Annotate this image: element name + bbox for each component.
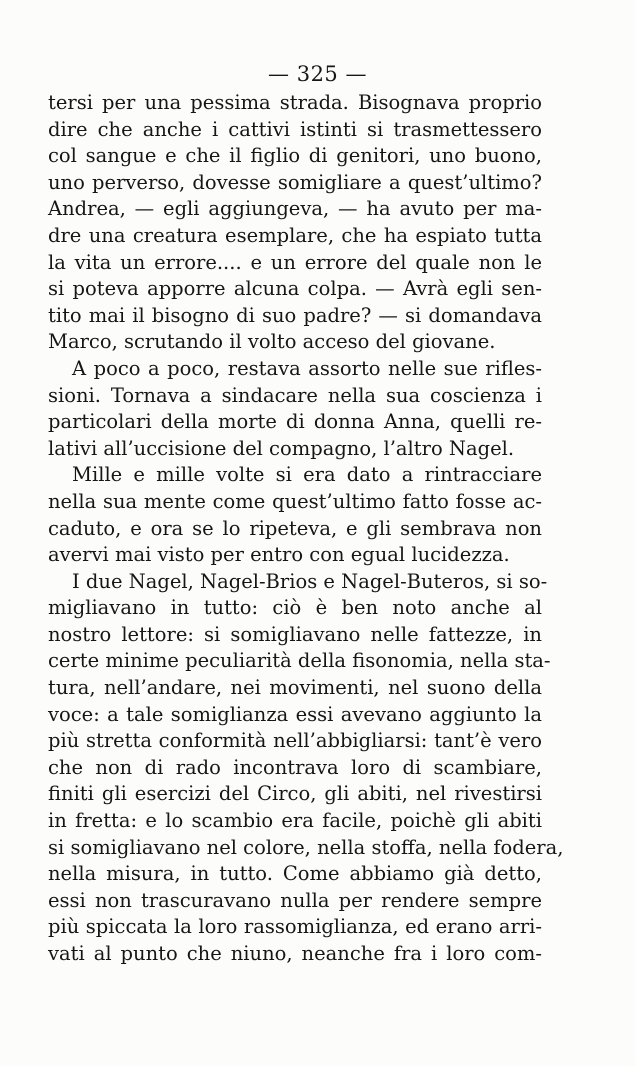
text-line: caduto, e ora se lo ripeteva, e gli sembrava non	[48, 516, 542, 540]
text-line: A poco a poco, restava assorto nelle sue rifles-	[72, 356, 542, 380]
text-line: Marco, scrutando il volto acceso del giovane.	[48, 330, 496, 354]
text-line: migliavano in tutto: ciò è ben noto anche al	[48, 596, 542, 620]
text-line: particolari della morte di donna Anna, quelli re-	[48, 410, 542, 434]
text-line: più spiccata la loro rassomiglianza, ed erano arri-	[48, 915, 542, 939]
text-line: tura, nell’andare, nei movimenti, nel suono della	[48, 676, 542, 700]
text-line: nella misura, in tutto. Come abbiamo già detto,	[48, 862, 542, 886]
text-line: sioni. Tornava a sindacare nella sua coscienza i	[48, 383, 542, 407]
text-line: più stretta conformità nell’abbigliarsi: tant’è vero	[48, 729, 542, 753]
text-line: uno perverso, dovesse somigliare a quest’ultimo?	[48, 170, 542, 194]
text-line: Mille e mille volte si era dato a rintracciare	[72, 463, 542, 487]
page-number: — 325 —	[268, 62, 367, 86]
text-line: finiti gli esercizi del Circo, gli abiti, nel rivestirsi	[48, 782, 542, 806]
text-line: certe minime peculiarità della fisonomia, nella sta-	[48, 649, 551, 673]
text-line: vati al punto che niuno, neanche fra i loro com-	[48, 942, 542, 965]
text-line: tito mai il bisogno di suo padre? — si domandava	[48, 303, 542, 327]
text-line: I due Nagel, Nagel-Brios e Nagel-Buteros, si so-	[72, 569, 548, 593]
text-line: si somigliavano nel colore, nella stoffa, nella fodera,	[48, 835, 564, 859]
body-text	[48, 90, 564, 968]
text-line: voce: a tale somiglianza essi avevano aggiunto la	[48, 702, 542, 726]
text-line: dire che anche i cattivi istinti si trasmettessero	[48, 117, 542, 141]
text-line: si poteva apporre alcuna colpa. — Avrà egli sen-	[48, 277, 542, 301]
text-line: nella sua mente come quest’ultimo fatto fosse ac-	[48, 489, 542, 513]
text-line: in fretta: e lo scambio era facile, poichè gli abiti	[48, 809, 542, 833]
text-line: avervi mai visto per entro con egual lucidezza.	[48, 543, 510, 567]
text-line: lativi all’uccisione del compagno, l’altro Nagel.	[48, 436, 515, 460]
text-line: col sangue e che il figlio di genitori, uno buono,	[48, 144, 542, 168]
text-line: Andrea, — egli aggiungeva, — ha avuto per ma-	[48, 197, 542, 221]
text-line: la vita un errore.... e un errore del quale non le	[48, 250, 542, 274]
text-line: dre una creatura esemplare, che ha espiato tutta	[48, 223, 542, 247]
text-line: tersi per una pessima strada. Bisognava proprio	[48, 91, 542, 114]
text-line: che non di rado incontrava loro di scambiare,	[48, 755, 542, 779]
text-line: nostro lettore: si somigliavano nelle fattezze, in	[48, 622, 542, 646]
text-line: essi non trascuravano nulla per rendere sempre	[48, 888, 542, 912]
